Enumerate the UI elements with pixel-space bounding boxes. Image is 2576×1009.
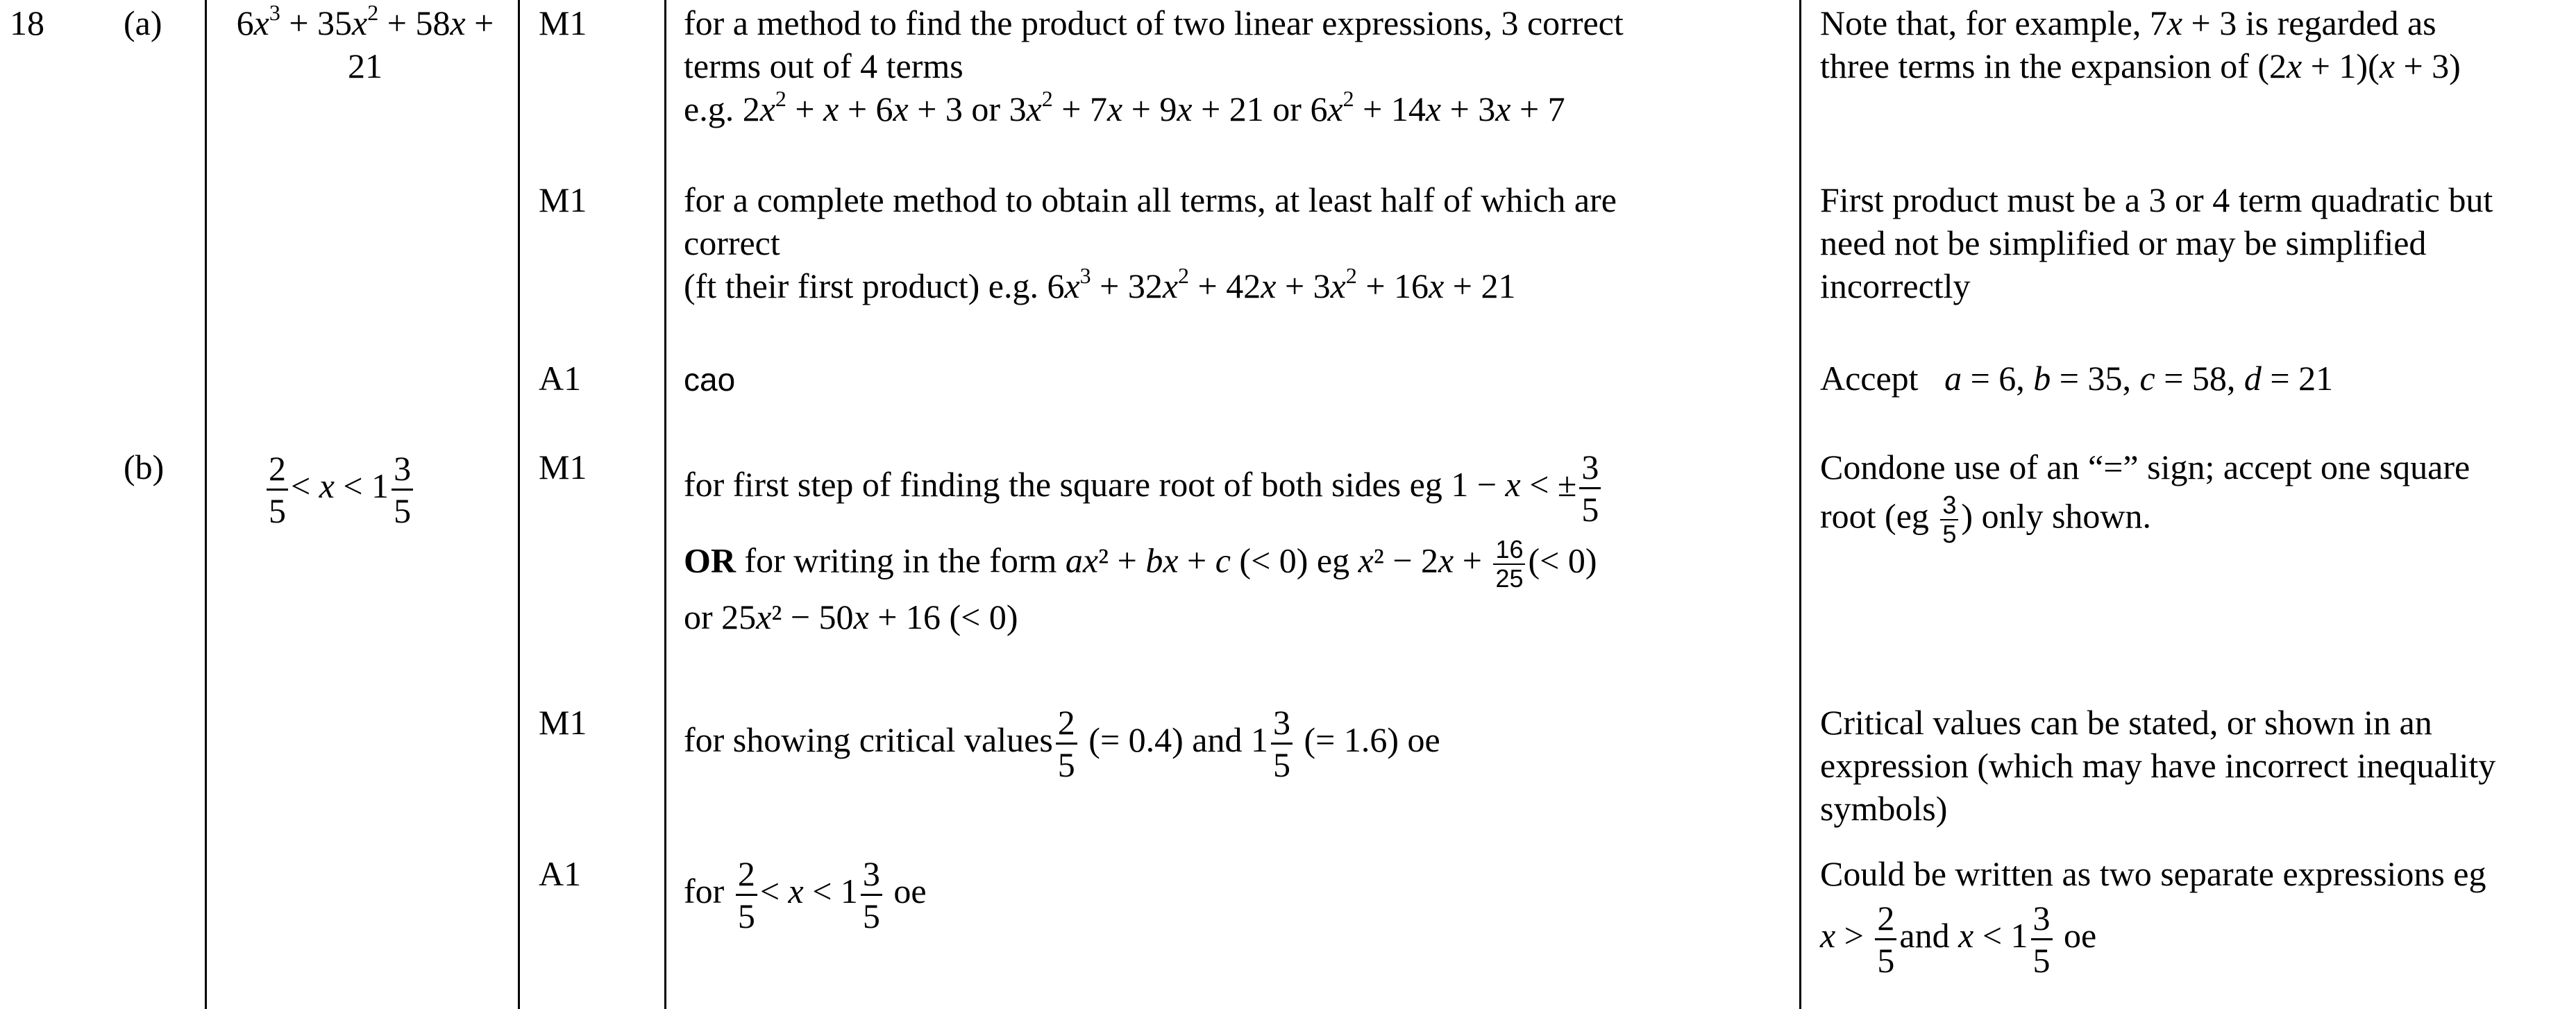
notes-b-3-fraction-lower: $\frac{2}{5}$: [1875, 901, 1896, 978]
notes-b-2-line-1: Critical values can be stated, or shown in an: [1820, 703, 2432, 742]
notes-b-3-line-1: Could be written as two separate expressions eg: [1820, 854, 2486, 893]
method-b-1-line-2: OR for writing in the form ax² + bx + c (< 0) eg x² − 2x + $\frac{16}{25}$ (< 0): [684, 535, 1597, 593]
column-divider-answer-right: [518, 0, 520, 1009]
method-b-1-line-3: or 25x² − 50x + 16 (< 0): [684, 597, 1018, 636]
method-a-2-line-3: (ft their first product) e.g. $6x^3 + 32x^2 + 42x + 3x^2 + 16x + 21$: [684, 263, 1516, 305]
notes-a-2-line-3: incorrectly: [1820, 266, 1971, 305]
method-b-1-line-1: for first step of finding the square root of both sides eg 1 − x < ± $\frac{3}{5}$: [684, 450, 1603, 533]
method-a-2: [684, 178, 1617, 307]
method-b-3-fraction-lower: $\frac{2}{5}$: [736, 856, 757, 933]
mark-a-3: A1: [539, 359, 582, 398]
method-a-2-line-2: correct: [684, 223, 780, 262]
notes-b-2-line-3: symbols): [1820, 789, 1948, 828]
notes-b-2-line-2: expression (which may have incorrect inequality: [1820, 746, 2496, 785]
notes-b-1-line-2: root (eg $\frac{3}{5}$ ) only shown.: [1820, 491, 2152, 548]
method-a-1-line-2: terms out of 4 terms: [684, 46, 963, 85]
method-b-2: for showing critical values $\frac{2}{5}$ (= 0.4) and 1 $\frac{3}{5}$ (= 1.6) oe: [684, 703, 1440, 784]
method-b-2-fraction-lower: $\frac{2}{5}$: [1056, 705, 1077, 782]
method-a-1-line-1: for a method to find the product of two linear expressions, 3 correct: [684, 3, 1624, 42]
method-b-3-fraction-upper: $\frac{3}{5}$: [861, 856, 882, 933]
mark-a-1: M1: [539, 3, 587, 42]
notes-b-1-small-fraction: $\frac{3}{5}$: [1940, 493, 1958, 547]
mark-b-1: M1: [539, 448, 587, 486]
method-a-3: cao: [684, 362, 736, 398]
notes-a-3: Accept a = 6, b = 35, c = 58, d = 21: [1820, 359, 2334, 398]
notes-b-1-line-1: Condone use of an “=” sign; accept one square: [1820, 448, 2470, 486]
notes-a-2-line-1: First product must be a 3 or 4 term quadratic but: [1820, 180, 2493, 219]
method-a-1-line-3: e.g. $2x^2 + x + 6x + 3$ or $3x^2 + 7x + 9x + 21$ or $6x^2 + 14x + 3x + 7$: [684, 86, 1565, 128]
mark-a-2: M1: [539, 180, 587, 219]
notes-a-1: [1820, 1, 2461, 87]
column-divider-mark-right: [664, 0, 666, 1009]
notes-a-1-line-1: Note that, for example, 7x + 3 is regarded as: [1820, 3, 2436, 42]
method-a-1: [684, 1, 1624, 130]
answer-a: $6x^3 + 35x^2 + 58x$ + 21: [236, 0, 494, 85]
method-b-1: [684, 450, 1603, 638]
answer-b: $\frac{2}{5}$ < x < 1 $\frac{3}{5}$: [264, 451, 416, 528]
mark-b-3: A1: [539, 854, 582, 893]
notes-b-3-line-2: x > $\frac{2}{5}$ and x < 1 $\frac{3}{5}$ oe: [1820, 899, 2097, 980]
method-a-2-line-1: for a complete method to obtain all terms, at least half of which are: [684, 180, 1617, 219]
part-label-a: (a): [124, 3, 162, 42]
notes-a-1-line-2: three terms in the expansion of (2x + 1)(x + 3): [1820, 46, 2461, 85]
notes-a-2: [1820, 178, 2493, 307]
method-b-1-fraction: $\frac{3}{5}$: [1579, 450, 1601, 527]
method-b-2-fraction-upper: $\frac{3}{5}$: [1271, 705, 1293, 782]
notes-a-2-line-2: need not be simplified or may be simplified: [1820, 223, 2427, 262]
answer-b-fraction-upper: $\frac{3}{5}$: [392, 451, 413, 528]
notes-b-1: [1820, 446, 2470, 547]
mark-b-2: M1: [539, 703, 587, 742]
method-b-3: for $\frac{2}{5}$ < x < 1 $\frac{3}{5}$ oe: [684, 854, 927, 935]
column-divider-answer-left: [205, 0, 207, 1009]
answer-b-fraction-lower: $\frac{2}{5}$: [267, 451, 288, 528]
question-number: 18: [10, 3, 44, 42]
notes-b-3: [1820, 852, 2486, 978]
notes-b-2: [1820, 701, 2495, 830]
notes-b-3-fraction-upper: $\frac{3}{5}$: [2031, 901, 2053, 978]
part-label-b: (b): [124, 448, 165, 486]
method-b-1-small-fraction: $\frac{16}{25}$: [1493, 537, 1525, 591]
column-divider-method-right: [1799, 0, 1801, 1009]
